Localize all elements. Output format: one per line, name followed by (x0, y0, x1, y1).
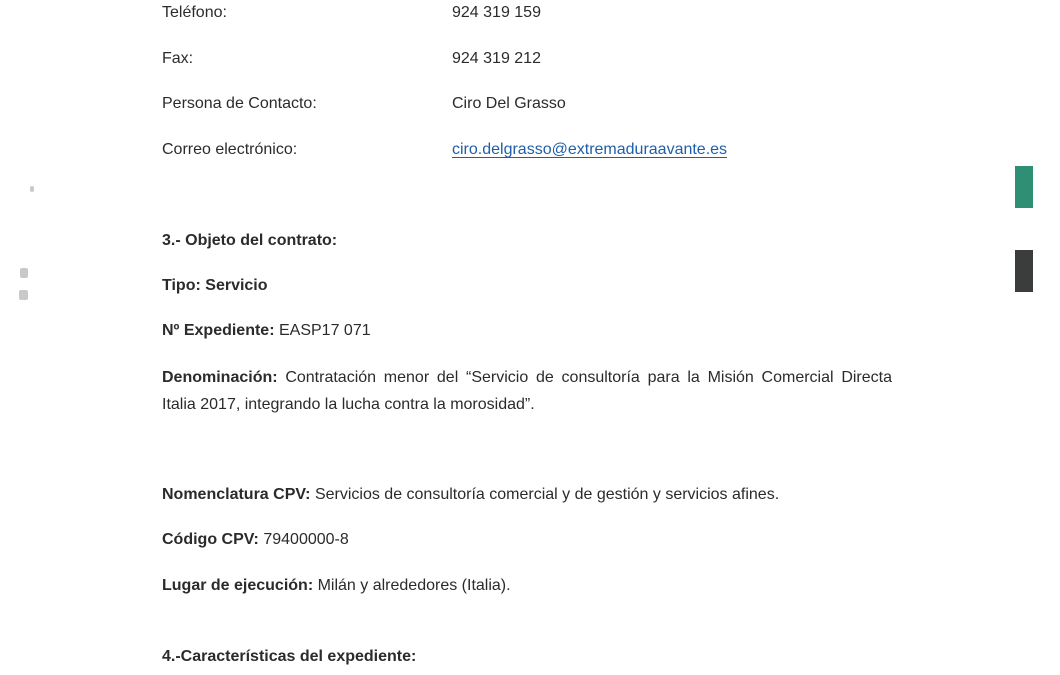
lugar-value: Milán y alrededores (Italia). (317, 577, 511, 594)
section-4-heading: 4.-Características del expediente: (162, 648, 417, 665)
tipo-value: Servicio (205, 277, 268, 294)
phone-value: 924 319 159 (452, 4, 541, 21)
email-label: Correo electrónico: (162, 141, 298, 158)
fax-label: Fax: (162, 50, 194, 67)
codigo-value: 79400000-8 (263, 531, 349, 548)
scan-smudge (30, 186, 34, 192)
section-3-heading: 3.- Objeto del contrato: (162, 232, 338, 249)
contact-person-value: Ciro Del Grasso (452, 95, 566, 112)
phone-label: Teléfono: (162, 4, 227, 21)
lugar-line (162, 577, 511, 595)
tipo-line (162, 277, 268, 295)
contact-person-label: Persona de Contacto: (162, 95, 317, 112)
lugar-label: Lugar de ejecución: (162, 577, 314, 594)
expediente-label: Nº Expediente: (162, 322, 275, 339)
scan-smudge (19, 290, 28, 300)
nomenclatura-label: Nomenclatura CPV: (162, 486, 311, 503)
codigo-label: Código CPV: (162, 531, 259, 548)
nomenclatura-line (162, 486, 779, 504)
tipo-label: Tipo: (162, 277, 201, 294)
nomenclatura-value: Servicios de consultoría comercial y de gestión y servicios afines. (314, 486, 780, 503)
denominacion-value: Contratación menor del “Servicio de consultoría para la Misión Comercial Directa Italia 2017, integrando la lucha contra la morosidad”. (162, 369, 893, 413)
denominacion-paragraph (162, 364, 892, 418)
email-link[interactable]: ciro.delgrasso@extremaduraavante.es (452, 141, 728, 158)
fax-value: 924 319 212 (452, 50, 541, 67)
expediente-line (162, 322, 371, 340)
dark-side-tab (1015, 250, 1033, 292)
codigo-line (162, 531, 349, 549)
green-side-tab (1015, 166, 1033, 208)
scan-smudge (20, 268, 28, 278)
denominacion-label: Denominación: (162, 369, 278, 386)
expediente-value: EASP17 071 (278, 322, 371, 339)
